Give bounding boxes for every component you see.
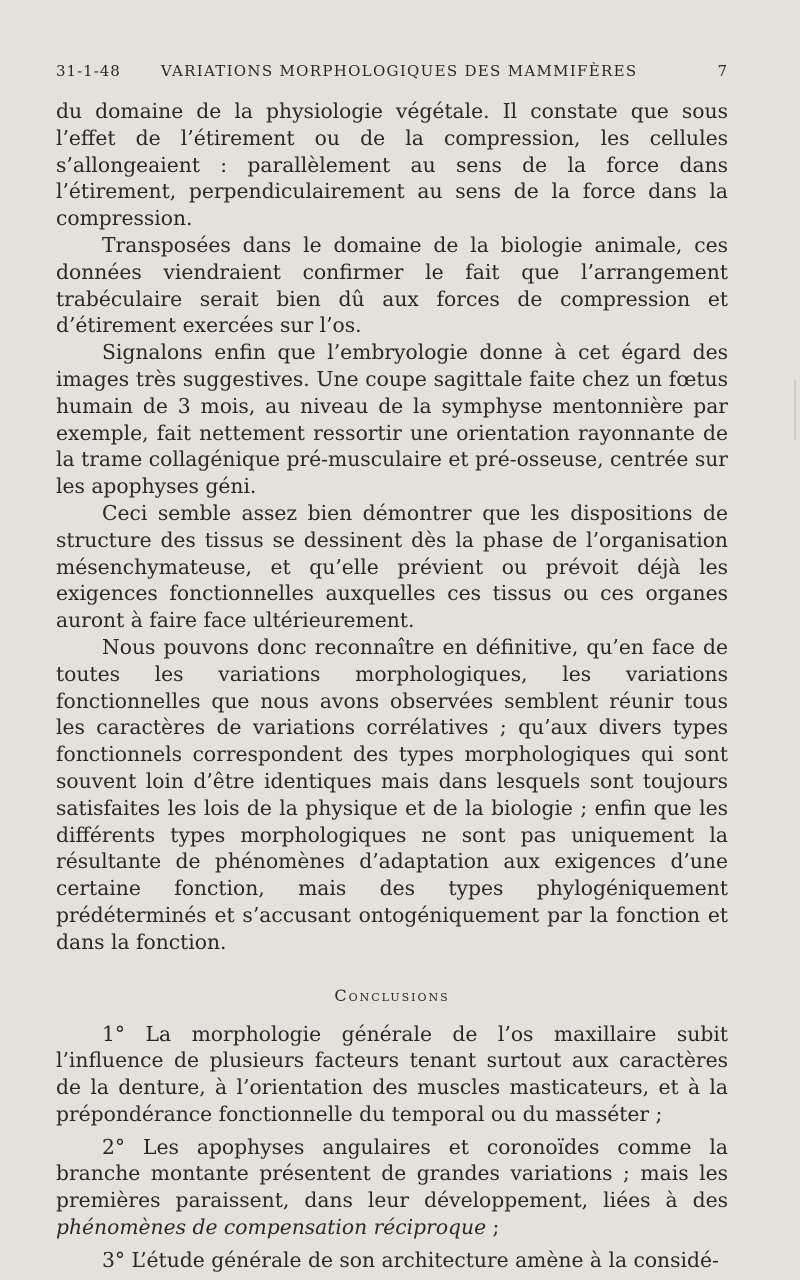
item-marker: 1° — [102, 1021, 126, 1046]
item-text: L’étude générale de son architecture amène à la considé- — [131, 1247, 719, 1272]
running-header — [56, 62, 728, 80]
paragraph-4: Ceci semble assez bien démontrer que les dispositions de structure des tissus se dessinent dès la phase de l’organisation mésenchymateuse, et qu’elle prévient ou prévoit déjà les exigences fonctionnelles auxquelles ces tissus ou ces organes auront à faire face ultérieurement. — [56, 500, 728, 633]
paragraph-3: Signalons enfin que l’embryologie donne à cet égard des images très suggestives. Une coupe sagittale faite chez un fœtus humain de 3 mois, au niveau de la symphyse mentonnière par exemple, fait nettement ressortir une orientation rayonnante de la trame collagénique pré-musculaire et pré-osseuse, centrée sur les apophyses géni. — [56, 340, 728, 499]
item-text-end: ; — [486, 1215, 500, 1240]
section-heading-conclusions: Conclusions — [334, 985, 450, 1005]
item-marker: 3° — [102, 1247, 126, 1272]
body-text — [56, 98, 728, 1274]
item-text: La morphologie générale de l’os maxillaire subit l’influence de plusieurs facteurs tenant surtout aux caractères de la denture, à l’orientation des muscles masticateurs, et à la prépondérance fonctionnelle du temporal ou du masséter ; — [56, 1021, 728, 1126]
item-text-italic: phénomènes de compensation réciproque — [56, 1215, 487, 1240]
paragraph-5: Nous pouvons donc reconnaître en définitive, qu’en face de toutes les variations morphologiques, les variations fonctionnelles que nous avons observées semblent réunir tous les caractères de variations corrélatives ; qu’aux divers types fonctionnels correspondent des types morphologiques qui sont souvent loin d’être identiques mais dans lesquels sont toujours satisfaites les lois de la physique et de la biologie ; enfin que les différents types morphologiques ne sont pas uniquement la résultante de phénomènes d’adaptation aux exigences d’une certaine fonction, mais des types phylogéniquement prédéterminés et s’accusant ontogéniquement par la fonction et dans la fonction. — [56, 634, 728, 954]
page-number: 7 — [717, 62, 728, 80]
conclusion-item-2 — [56, 1134, 728, 1241]
conclusion-item-1 — [56, 1021, 728, 1128]
header-title: VARIATIONS MORPHOLOGIQUES DES MAMMIFÈRES — [160, 62, 638, 80]
item-text: Les apophyses angulaires et coronoïdes comme la branche montante présentent de grandes variations ; mais les premières paraissent, dans leur développement, liées à des — [56, 1134, 728, 1213]
header-left-code: 31-1-48 — [56, 62, 121, 80]
paragraph-2: Transposées dans le domaine de la biologie animale, ces données viendraient confirmer le fait que l’arrangement trabéculaire serait bien dû aux forces de compression et d’étirement exercées sur l’os. — [56, 232, 728, 338]
conclusion-item-3 — [56, 1247, 728, 1274]
item-marker: 2° — [102, 1134, 126, 1159]
paragraph-1: du domaine de la physiologie végétale. Il constate que sous l’effet de l’étirement ou de la compression, les cellules s’allongeaient : parallèlement au sens de la force dans l’étirement, perpendiculairement au sens de la force dans la compression. — [56, 99, 728, 231]
paper-blemish — [794, 380, 796, 440]
